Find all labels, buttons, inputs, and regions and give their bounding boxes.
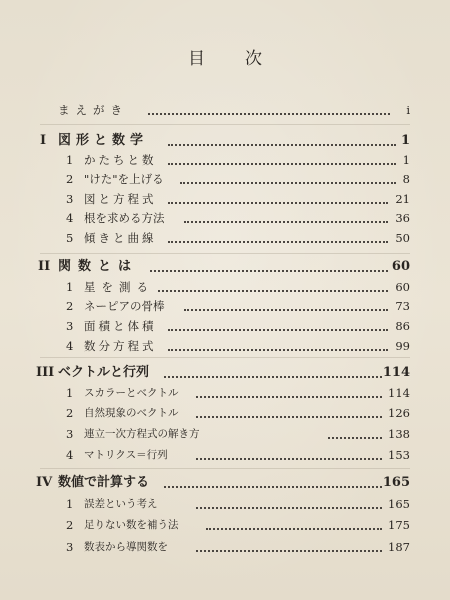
toc-entry-page: i	[406, 103, 410, 117]
toc-entry	[0, 228, 450, 248]
toc-entry	[0, 537, 450, 557]
dot-leader	[148, 113, 390, 115]
entry-page: 1	[402, 153, 410, 167]
toc-entry	[0, 189, 450, 209]
chapter-page: 1	[400, 133, 410, 148]
toc-entry	[0, 208, 450, 228]
dot-leader	[180, 182, 396, 184]
chapter-title: ベクトルと行列	[58, 365, 150, 380]
entry-label: スカラーとベクトル	[84, 387, 179, 399]
toc-chapter-3	[0, 363, 450, 383]
entry-number: 2	[66, 172, 74, 186]
dot-leader	[158, 290, 388, 292]
entry-label: "けた"を上げる	[84, 172, 164, 186]
chapter-title: 図形と数学	[58, 133, 149, 148]
dot-leader	[168, 241, 388, 243]
entry-label: 図と方程式	[84, 192, 157, 206]
entry-page: 165	[388, 497, 410, 511]
entry-page: 60	[395, 280, 410, 294]
toc-chapter-2	[0, 257, 450, 277]
entry-number: 4	[66, 448, 74, 462]
dot-leader	[168, 163, 396, 165]
entry-label: マトリクス＝行列	[84, 449, 168, 461]
entry-number: 1	[66, 497, 74, 511]
entry-page: 21	[395, 192, 410, 206]
entry-number: 2	[66, 518, 74, 532]
toc-entry	[0, 296, 450, 316]
divider	[40, 253, 410, 254]
toc-entry	[0, 424, 450, 444]
entry-label: 数表から導関数を	[84, 541, 168, 553]
toc-entry	[0, 277, 450, 297]
entry-label: 面積と体積	[84, 319, 157, 333]
dot-leader	[196, 396, 382, 398]
entry-number: 3	[66, 319, 74, 333]
chapter-number: I	[40, 133, 47, 148]
entry-number: 1	[66, 153, 74, 167]
dot-leader	[168, 202, 388, 204]
dot-leader	[184, 309, 388, 311]
entry-page: 99	[395, 339, 410, 353]
entry-label: ネーピアの骨棒	[84, 299, 165, 313]
entry-label: 連立一次方程式の解き方	[84, 428, 200, 440]
toc-chapter-4	[0, 473, 450, 493]
entry-page: 126	[388, 406, 410, 420]
chapter-number: II	[38, 259, 51, 274]
entry-label: 星を測る	[84, 280, 154, 294]
entry-label: 自然現象のベクトル	[84, 407, 179, 419]
toc-entry-label: まえがき	[58, 103, 128, 117]
chapter-number: IV	[36, 475, 53, 490]
dot-leader	[150, 270, 388, 272]
entry-number: 2	[66, 299, 74, 313]
entry-label: 誤差という考え	[84, 498, 158, 510]
dot-leader	[168, 329, 388, 331]
chapter-page: 165	[382, 475, 410, 490]
entry-number: 1	[66, 386, 74, 400]
entry-page: 153	[388, 448, 410, 462]
toc-entry-preface	[0, 100, 450, 120]
dot-leader	[206, 528, 382, 530]
chapter-title: 数値で計算する	[58, 475, 150, 490]
entry-number: 1	[66, 280, 74, 294]
toc-entry	[0, 494, 450, 514]
dot-leader	[164, 486, 382, 488]
entry-page: 8	[402, 172, 410, 186]
entry-label: 傾きと曲線	[84, 231, 157, 245]
chapter-page: 114	[382, 365, 410, 380]
entry-label: 根を求める方法	[84, 211, 165, 225]
chapter-title: 関数とは	[58, 259, 139, 274]
entry-page: 187	[388, 540, 410, 554]
dot-leader	[196, 507, 382, 509]
chapter-number: III	[36, 365, 55, 380]
entry-label: 足りない数を補う法	[84, 519, 179, 531]
dot-leader	[196, 458, 382, 460]
dot-leader	[184, 221, 388, 223]
entry-number: 3	[66, 540, 74, 554]
toc-entry	[0, 169, 450, 189]
dot-leader	[168, 349, 388, 351]
entry-number: 4	[66, 339, 74, 353]
entry-label: 数分方程式	[84, 339, 157, 353]
divider	[40, 357, 410, 358]
dot-leader	[168, 144, 396, 146]
divider	[40, 124, 410, 125]
dot-leader	[328, 437, 382, 439]
entry-page: 175	[388, 518, 410, 532]
toc-entry	[0, 150, 450, 170]
toc-entry	[0, 403, 450, 423]
toc-entry	[0, 316, 450, 336]
page-title: 目次	[188, 49, 302, 69]
dot-leader	[164, 376, 382, 378]
entry-number: 3	[66, 192, 74, 206]
entry-number: 3	[66, 427, 74, 441]
entry-page: 73	[395, 299, 410, 313]
dot-leader	[196, 550, 382, 552]
entry-page: 50	[395, 231, 410, 245]
entry-label: かたちと数	[84, 153, 157, 167]
entry-page: 36	[395, 211, 410, 225]
toc-chapter-1	[0, 131, 450, 151]
entry-number: 2	[66, 406, 74, 420]
entry-number: 4	[66, 211, 74, 225]
toc-entry	[0, 383, 450, 403]
entry-page: 86	[395, 319, 410, 333]
toc-entry	[0, 336, 450, 356]
toc-entry	[0, 515, 450, 535]
divider	[40, 468, 410, 469]
chapter-page: 60	[391, 259, 410, 274]
entry-page: 114	[388, 386, 410, 400]
dot-leader	[196, 416, 382, 418]
entry-page: 138	[388, 427, 410, 441]
toc-entry	[0, 445, 450, 465]
entry-number: 5	[66, 231, 74, 245]
